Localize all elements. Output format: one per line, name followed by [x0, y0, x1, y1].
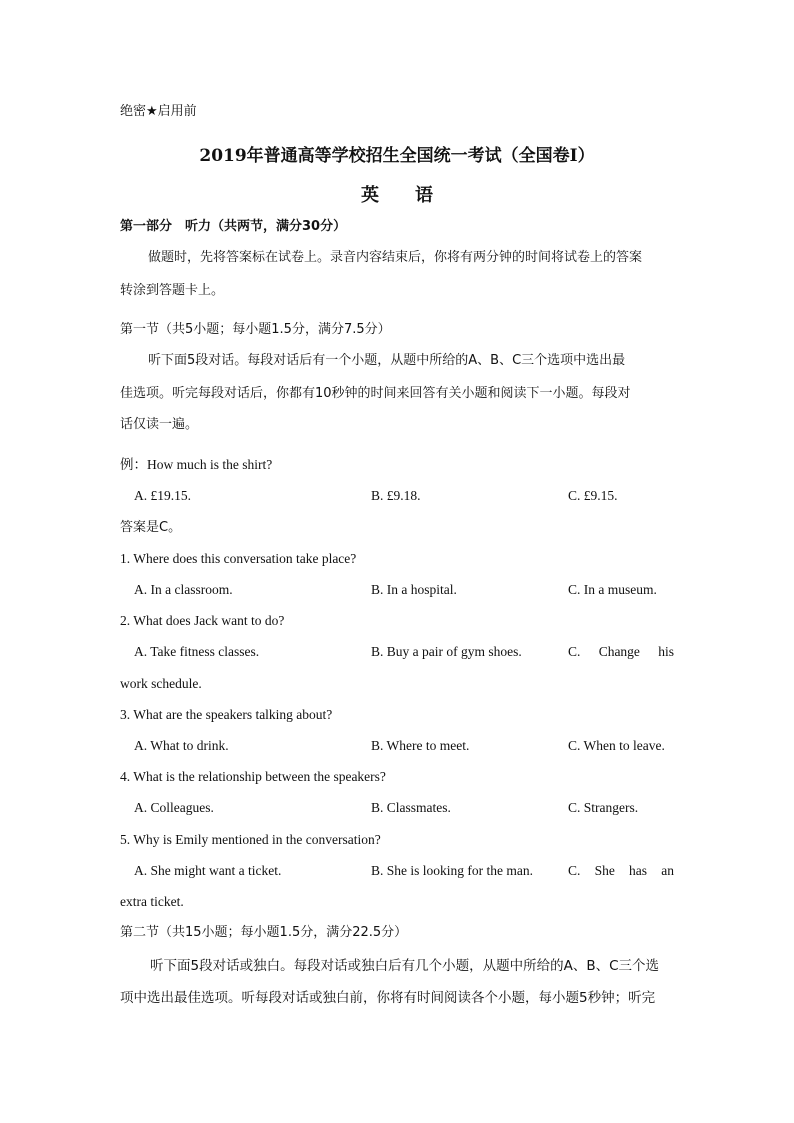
- question-2-option-c-word: Change: [598, 644, 640, 659]
- part1-instructions-line1: 做题时，先将答案标在试卷上。录音内容结束后，你将有两分钟的时间将试卷上的答案: [148, 250, 643, 265]
- question-5-option-c-word: an: [661, 863, 674, 878]
- question-2: 2. What does Jack want to do?: [120, 613, 285, 628]
- question-3-option-a: A. What to drink.: [134, 738, 229, 753]
- question-5-option-c-word: has: [629, 863, 648, 878]
- question-3: 3. What are the speakers talking about?: [120, 707, 333, 722]
- question-1-option-b: B. In a hospital.: [371, 582, 457, 597]
- question-5-option-b: B. She is looking for the man.: [371, 863, 533, 878]
- question-3-option-c: C. When to leave.: [568, 738, 665, 753]
- question-4-option-b: B. Classmates.: [371, 800, 451, 815]
- question-2-option-c: [568, 644, 674, 660]
- question-2-option-b: B. Buy a pair of gym shoes.: [371, 644, 522, 659]
- example-question: 例：How much is the shirt?: [120, 457, 273, 472]
- section1-directions-line1: 听下面5段对话。每段对话后有一个小题，从题中所给的A、B、C三个选项中选出最: [148, 353, 626, 368]
- confidential-mark: 绝密★启用前: [120, 104, 197, 119]
- part1-instructions-line2: 转涂到答题卡上。: [120, 283, 225, 298]
- question-1: 1. Where does this conversation take place?: [120, 551, 357, 566]
- question-2-option-a: A. Take fitness classes.: [134, 644, 260, 659]
- section2-directions-line2: 项中选出最佳选项。听每段对话或独白前，你将有时间阅读各个小题，每小题5秒钟；听完: [120, 990, 656, 1006]
- subject-title: 英 语: [361, 185, 433, 206]
- part1-heading: 第一部分 听力（共两节，满分30分）: [120, 219, 347, 234]
- question-2-option-c-continued: work schedule.: [120, 676, 202, 691]
- question-5: 5. Why is Emily mentioned in the conversation?: [120, 832, 381, 847]
- example-option-b: B. £9.18.: [371, 488, 421, 503]
- question-2-option-c-word: C.: [568, 644, 581, 659]
- example-option-c: C. £9.15.: [568, 488, 618, 503]
- question-5-option-c-continued: extra ticket.: [120, 894, 184, 909]
- question-3-option-b: B. Where to meet.: [371, 738, 470, 753]
- question-1-option-c: C. In a museum.: [568, 582, 657, 597]
- question-5-option-c-word: C.: [568, 863, 581, 878]
- exam-title: 2019年普通高等学校招生全国统一考试（全国卷I）: [199, 146, 595, 166]
- section2-directions-line1: 听下面5段对话或独白。每段对话或独白后有几个小题，从题中所给的A、B、C三个选: [150, 958, 660, 974]
- example-answer: 答案是C。: [120, 520, 182, 535]
- question-4-option-c: C. Strangers.: [568, 800, 639, 815]
- example-option-a: A. £19.15.: [134, 488, 191, 503]
- section1-directions-line3: 话仅读一遍。: [120, 417, 199, 432]
- section1-heading: 第一节（共5小题；每小题1.5分，满分7.5分）: [120, 322, 391, 337]
- section1-directions-line2: 佳选项。听完每段对话后，你都有10秒钟的时间来回答有关小题和阅读下一小题。每段对: [120, 386, 631, 401]
- question-4-option-a: A. Colleagues.: [134, 800, 214, 815]
- question-1-option-a: A. In a classroom.: [134, 582, 233, 597]
- question-2-option-c-word: his: [658, 644, 674, 659]
- question-5-option-c: [568, 863, 674, 879]
- question-5-option-a: A. She might want a ticket.: [134, 863, 282, 878]
- section2-heading: 第二节（共15小题；每小题1.5分，满分22.5分）: [120, 925, 408, 940]
- question-4: 4. What is the relationship between the speakers?: [120, 769, 386, 784]
- question-5-option-c-word: She: [594, 863, 615, 878]
